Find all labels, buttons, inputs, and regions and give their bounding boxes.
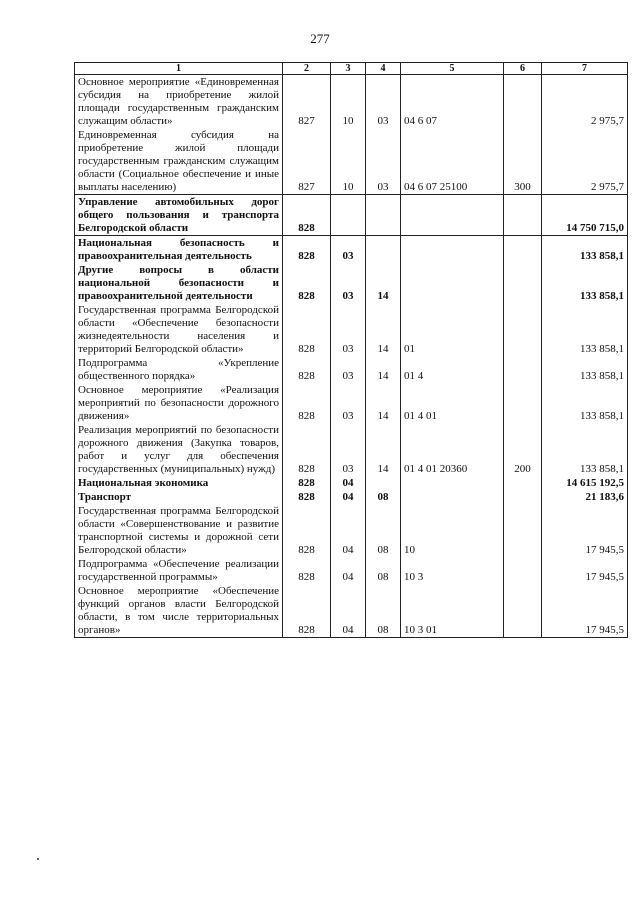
target-article-cell: 01 4 01 (401, 383, 504, 423)
table-row (75, 383, 628, 423)
table-row (75, 557, 628, 584)
target-article-cell (401, 490, 504, 504)
row-name-cell: Национальная безопасность и правоохранительная деятельность (75, 236, 283, 264)
amount-cell: 2 975,7 (542, 75, 628, 129)
table-row (75, 490, 628, 504)
ministry-code-cell: 828 (283, 236, 331, 264)
scan-speck (37, 858, 39, 860)
amount-cell: 133 858,1 (542, 236, 628, 264)
section-code-cell: 04 (331, 476, 366, 490)
ministry-code-cell: 828 (283, 584, 331, 638)
expense-type-cell (504, 504, 542, 557)
row-name-cell: Подпрограмма «Укрепление общественного порядка» (75, 356, 283, 383)
expense-type-cell (504, 263, 542, 303)
row-name-cell: Основное мероприятие «Единовременная субсидия на приобретение жилой площади государственным гражданским служащим области» (75, 75, 283, 129)
page-number: 277 (310, 31, 330, 46)
ministry-code-cell: 828 (283, 504, 331, 557)
ministry-code-cell: 828 (283, 383, 331, 423)
subsection-code-cell: 14 (366, 263, 401, 303)
ministry-code-cell: 828 (283, 263, 331, 303)
row-name-cell: Государственная программа Белгородской области «Совершенствование и развитие транспортной системы и дорожной сети Белгородской области» (75, 504, 283, 557)
subsection-code-cell: 08 (366, 557, 401, 584)
ministry-code-cell: 828 (283, 490, 331, 504)
subsection-code-cell: 14 (366, 356, 401, 383)
section-code-cell: 03 (331, 263, 366, 303)
subsection-code-cell (366, 236, 401, 264)
row-name-cell: Государственная программа Белгородской области «Обеспечение безопасности жизнедеятельности населения и территорий Белгородской области» (75, 303, 283, 356)
section-code-cell: 04 (331, 490, 366, 504)
expense-type-cell (504, 383, 542, 423)
row-name-cell: Транспорт (75, 490, 283, 504)
target-article-cell: 10 3 01 (401, 584, 504, 638)
table-row (75, 584, 628, 638)
budget-table (74, 62, 628, 638)
amount-cell: 133 858,1 (542, 263, 628, 303)
target-article-cell: 10 3 (401, 557, 504, 584)
header-cell: 2 (283, 63, 331, 75)
target-article-cell: 04 6 07 25100 (401, 128, 504, 195)
row-name-cell: Основное мероприятие «Обеспечение функций органов власти Белгородской области, в том числе территориальных органов» (75, 584, 283, 638)
subsection-code-cell: 03 (366, 128, 401, 195)
target-article-cell: 10 (401, 504, 504, 557)
row-name-cell: Основное мероприятие «Реализация мероприятий по безопасности дорожного движения» (75, 383, 283, 423)
amount-cell: 133 858,1 (542, 423, 628, 476)
ministry-code-cell: 828 (283, 557, 331, 584)
expense-type-cell (504, 490, 542, 504)
amount-cell: 133 858,1 (542, 356, 628, 383)
target-article-cell (401, 195, 504, 236)
amount-cell: 21 183,6 (542, 490, 628, 504)
ministry-code-cell: 828 (283, 476, 331, 490)
ministry-code-cell: 828 (283, 423, 331, 476)
table-row (75, 504, 628, 557)
section-code-cell: 04 (331, 584, 366, 638)
subsection-code-cell: 14 (366, 303, 401, 356)
target-article-cell (401, 476, 504, 490)
row-name-cell: Реализация мероприятий по безопасности дорожного движения (Закупка товаров, работ и услуг для обеспечения государственных (муниципальных) нужд) (75, 423, 283, 476)
section-code-cell (331, 195, 366, 236)
header-cell: 5 (401, 63, 504, 75)
ministry-code-cell: 827 (283, 75, 331, 129)
header-cell: 7 (542, 63, 628, 75)
expense-type-cell (504, 584, 542, 638)
section-code-cell: 03 (331, 236, 366, 264)
table-row (75, 236, 628, 264)
row-name-cell: Национальная экономика (75, 476, 283, 490)
ministry-code-cell: 828 (283, 356, 331, 383)
row-name-cell: Единовременная субсидия на приобретение жилой площади государственным гражданским служащим области (Социальное обеспечение и иные выплаты населению) (75, 128, 283, 195)
subsection-code-cell: 08 (366, 490, 401, 504)
amount-cell: 133 858,1 (542, 303, 628, 356)
target-article-cell: 01 4 (401, 356, 504, 383)
ministry-code-cell: 827 (283, 128, 331, 195)
expense-type-cell (504, 356, 542, 383)
amount-cell: 17 945,5 (542, 584, 628, 638)
header-cell: 3 (331, 63, 366, 75)
amount-cell: 17 945,5 (542, 557, 628, 584)
amount-cell: 2 975,7 (542, 128, 628, 195)
header-cell: 1 (75, 63, 283, 75)
ministry-code-cell: 828 (283, 303, 331, 356)
row-name-cell: Подпрограмма «Обеспечение реализации государственной программы» (75, 557, 283, 584)
section-code-cell: 03 (331, 303, 366, 356)
subsection-code-cell (366, 195, 401, 236)
table-row (75, 263, 628, 303)
subsection-code-cell: 14 (366, 423, 401, 476)
expense-type-cell (504, 303, 542, 356)
subsection-code-cell: 08 (366, 584, 401, 638)
expense-type-cell (504, 557, 542, 584)
expense-type-cell (504, 195, 542, 236)
expense-type-cell (504, 75, 542, 129)
target-article-cell: 01 4 01 20360 (401, 423, 504, 476)
table-row (75, 476, 628, 490)
row-name-cell: Другие вопросы в области национальной безопасности и правоохранительной деятельности (75, 263, 283, 303)
subsection-code-cell: 14 (366, 383, 401, 423)
section-code-cell: 10 (331, 75, 366, 129)
table-row (75, 128, 628, 195)
subsection-code-cell: 08 (366, 504, 401, 557)
expense-type-cell (504, 236, 542, 264)
amount-cell: 14 750 715,0 (542, 195, 628, 236)
row-name-cell: Управление автомобильных дорог общего пользования и транспорта Белгородской области (75, 195, 283, 236)
expense-type-cell (504, 476, 542, 490)
table-row (75, 356, 628, 383)
table-row (75, 303, 628, 356)
section-code-cell: 04 (331, 504, 366, 557)
subsection-code-cell: 03 (366, 75, 401, 129)
table-header-row (75, 63, 628, 75)
expense-type-cell: 300 (504, 128, 542, 195)
target-article-cell: 01 (401, 303, 504, 356)
section-code-cell: 04 (331, 557, 366, 584)
section-code-cell: 03 (331, 423, 366, 476)
target-article-cell (401, 236, 504, 264)
header-cell: 4 (366, 63, 401, 75)
table-row (75, 423, 628, 476)
table-row (75, 195, 628, 236)
amount-cell: 17 945,5 (542, 504, 628, 557)
target-article-cell: 04 6 07 (401, 75, 504, 129)
section-code-cell: 03 (331, 356, 366, 383)
table-row (75, 75, 628, 129)
amount-cell: 14 615 192,5 (542, 476, 628, 490)
expense-type-cell: 200 (504, 423, 542, 476)
section-code-cell: 03 (331, 383, 366, 423)
header-cell: 6 (504, 63, 542, 75)
ministry-code-cell: 828 (283, 195, 331, 236)
target-article-cell (401, 263, 504, 303)
section-code-cell: 10 (331, 128, 366, 195)
subsection-code-cell (366, 476, 401, 490)
amount-cell: 133 858,1 (542, 383, 628, 423)
